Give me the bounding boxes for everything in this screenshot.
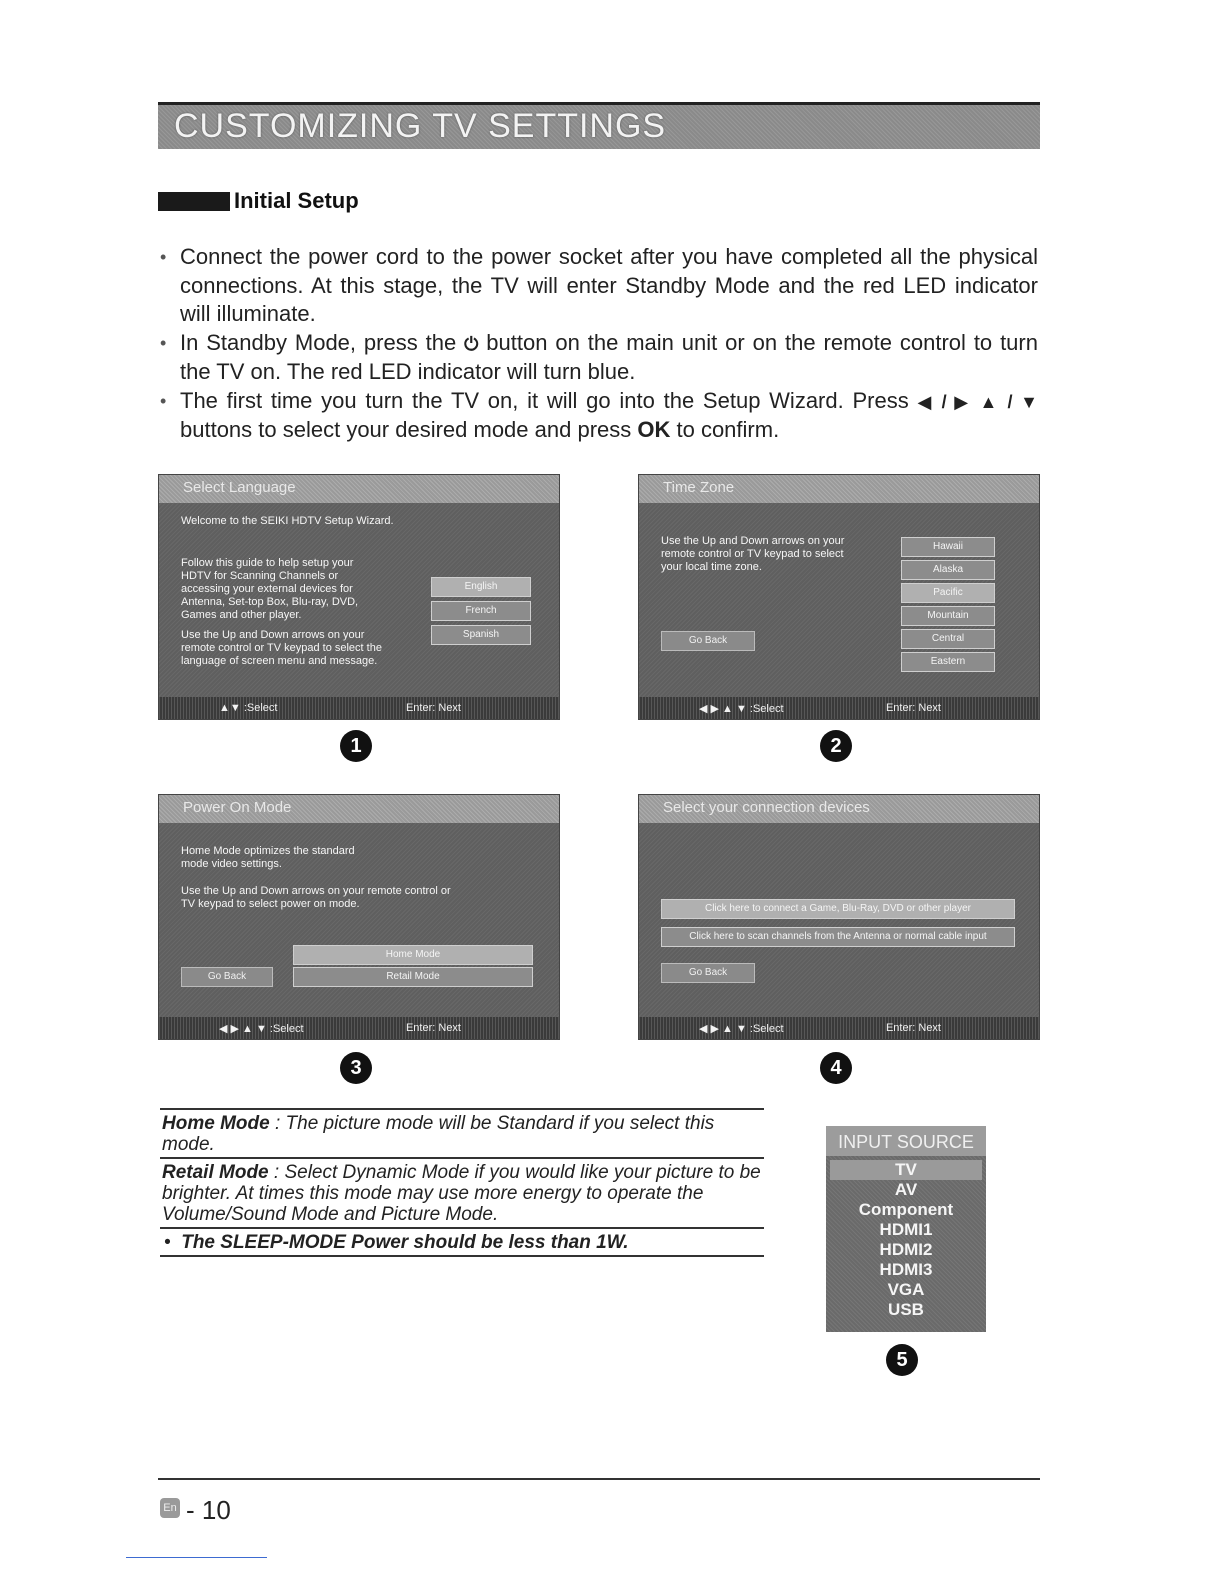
section-marker (158, 192, 230, 211)
screen-title: Power On Mode (159, 795, 559, 823)
footer-select-hint: ◀ ▶ ▲ ▼ :Select (699, 703, 784, 715)
screen-guide: Follow this guide to help setup your HDTV for Scanning Channels or accessing your external devices for Antenna, Set-top Box, Blu-ray, DVD, Games and other player. (181, 557, 359, 621)
page-header (158, 102, 1040, 149)
input-source-title: INPUT SOURCE (826, 1126, 986, 1156)
option-home-mode[interactable]: Home Mode (293, 945, 533, 965)
screen-footer (639, 697, 1039, 719)
input-source-menu (826, 1126, 986, 1332)
bullet-text: to confirm. (670, 417, 780, 442)
input-item-component[interactable]: Component (858, 1200, 954, 1219)
input-item-hdmi2[interactable]: HDMI2 (879, 1240, 933, 1259)
input-item-hdmi1[interactable]: HDMI1 (879, 1220, 933, 1239)
bullet-dot: • (164, 1232, 182, 1253)
option-scan-channels[interactable]: Click here to scan channels from the Antenna or normal cable input (661, 927, 1015, 947)
input-item-tv[interactable]: TV (830, 1160, 982, 1180)
footer-divider (158, 1478, 1040, 1480)
input-item-hdmi3[interactable]: HDMI3 (879, 1260, 933, 1279)
left-right-arrows-icon: ◀ / ▶ (917, 391, 971, 412)
bullet-text: The first time you turn the TV on, it will go into the Setup Wizard. Press (180, 387, 918, 413)
option-central[interactable]: Central (901, 629, 995, 649)
screen-instruction: Use the Up and Down arrows on your remote control or TV keypad to select the language of screen menu and message. (181, 629, 382, 667)
mode-notes (160, 1108, 764, 1257)
list-item (156, 329, 1038, 387)
screenshot-connection-devices (638, 794, 1040, 1040)
option-spanish[interactable]: Spanish (431, 625, 531, 645)
ok-key: OK (637, 417, 671, 442)
instructions-list (156, 243, 1038, 445)
screen-title: Select your connection devices (639, 795, 1039, 823)
option-alaska[interactable]: Alaska (901, 560, 995, 580)
screenshot-time-zone (638, 474, 1040, 720)
screenshot-select-language (158, 474, 560, 720)
screen-title: Select Language (159, 475, 559, 503)
footer-select-hint: ◀ ▶ ▲ ▼ :Select (699, 1023, 784, 1035)
note-retail-mode (160, 1157, 764, 1227)
screen-instruction: Use the Up and Down arrows on your remote control or TV keypad to select your local time zone. (661, 535, 845, 573)
footer-enter-hint: Enter: Next (405, 702, 461, 714)
list-item (156, 243, 1038, 329)
note-label: Retail Mode (162, 1162, 269, 1183)
screen-footer (159, 1017, 559, 1039)
option-hawaii[interactable]: Hawaii (901, 537, 995, 557)
input-item-vga[interactable]: VGA (887, 1280, 925, 1299)
option-connect-player[interactable]: Click here to connect a Game, Blu-Ray, DVD or other player (661, 899, 1015, 919)
option-retail-mode[interactable]: Retail Mode (293, 967, 533, 987)
step-number-1: 1 (340, 730, 372, 762)
footer-enter-hint: Enter: Next (885, 1022, 941, 1034)
note-label: Home Mode (162, 1113, 270, 1134)
screen-footer (639, 1017, 1039, 1039)
note-sleep-mode (160, 1227, 764, 1257)
input-item-av[interactable]: AV (894, 1180, 918, 1199)
note-text: The SLEEP-MODE Power should be less than 1W. (181, 1232, 629, 1253)
footer-enter-hint: Enter: Next (405, 1022, 461, 1034)
bullet-text: buttons to select your desired mode and press (180, 417, 638, 442)
note-text: : The picture mode will be Standard if you select this mode. (162, 1113, 715, 1155)
screen-description: Home Mode optimizes the standard mode video settings. (181, 845, 355, 870)
bottom-link-underline (126, 1557, 267, 1558)
screen-welcome: Welcome to the SEIKI HDTV Setup Wizard. (181, 515, 394, 527)
page-number: - 10 (186, 1495, 231, 1525)
footer-enter-hint: Enter: Next (885, 702, 941, 714)
option-eastern[interactable]: Eastern (901, 652, 995, 672)
option-pacific[interactable]: Pacific (901, 583, 995, 603)
go-back-button[interactable]: Go Back (181, 967, 273, 987)
screenshot-power-on-mode (158, 794, 560, 1040)
up-down-arrows-icon: ▲ / ▼ (979, 391, 1038, 412)
option-english[interactable]: English (431, 577, 531, 597)
step-number-5: 5 (886, 1344, 918, 1376)
note-home-mode (160, 1108, 764, 1157)
input-item-usb[interactable]: USB (888, 1300, 924, 1319)
bullet-text: In Standby Mode, press the (180, 329, 465, 355)
option-mountain[interactable]: Mountain (901, 606, 995, 626)
section-title: Initial Setup (234, 188, 359, 213)
list-item (156, 387, 1038, 445)
step-number-4: 4 (820, 1052, 852, 1084)
bullet-text: Connect the power cord to the power socket after you have completed all the physical connections. At this stage, the TV will enter Standby Mode and the red LED indicator will illuminate. (180, 244, 1038, 326)
go-back-button[interactable]: Go Back (661, 963, 755, 983)
option-french[interactable]: French (431, 601, 531, 621)
language-badge-icon: En (160, 1498, 180, 1518)
bullet-text: button on the main unit or on the remote control to turn the TV on. The red LED indicator will turn blue. (180, 329, 1038, 384)
screen-footer (159, 697, 559, 719)
step-number-2: 2 (820, 730, 852, 762)
footer-select-hint: ◀ ▶ ▲ ▼ :Select (219, 1023, 304, 1035)
page-title: CUSTOMIZING TV SETTINGS (174, 107, 667, 145)
screen-title: Time Zone (639, 475, 1039, 503)
screen-instruction: Use the Up and Down arrows on your remote control or TV keypad to select power on mode. (181, 885, 451, 910)
footer-select-hint: ▲▼ :Select (219, 702, 278, 714)
step-number-3: 3 (340, 1052, 372, 1084)
go-back-button[interactable]: Go Back (661, 631, 755, 651)
note-text: : Select Dynamic Mode if you would like your picture to be brighter. At times this mode may use more energy to operate the Volume/Sound Mode and Picture Mode. (162, 1162, 761, 1225)
power-icon: ⏻ (464, 333, 479, 354)
